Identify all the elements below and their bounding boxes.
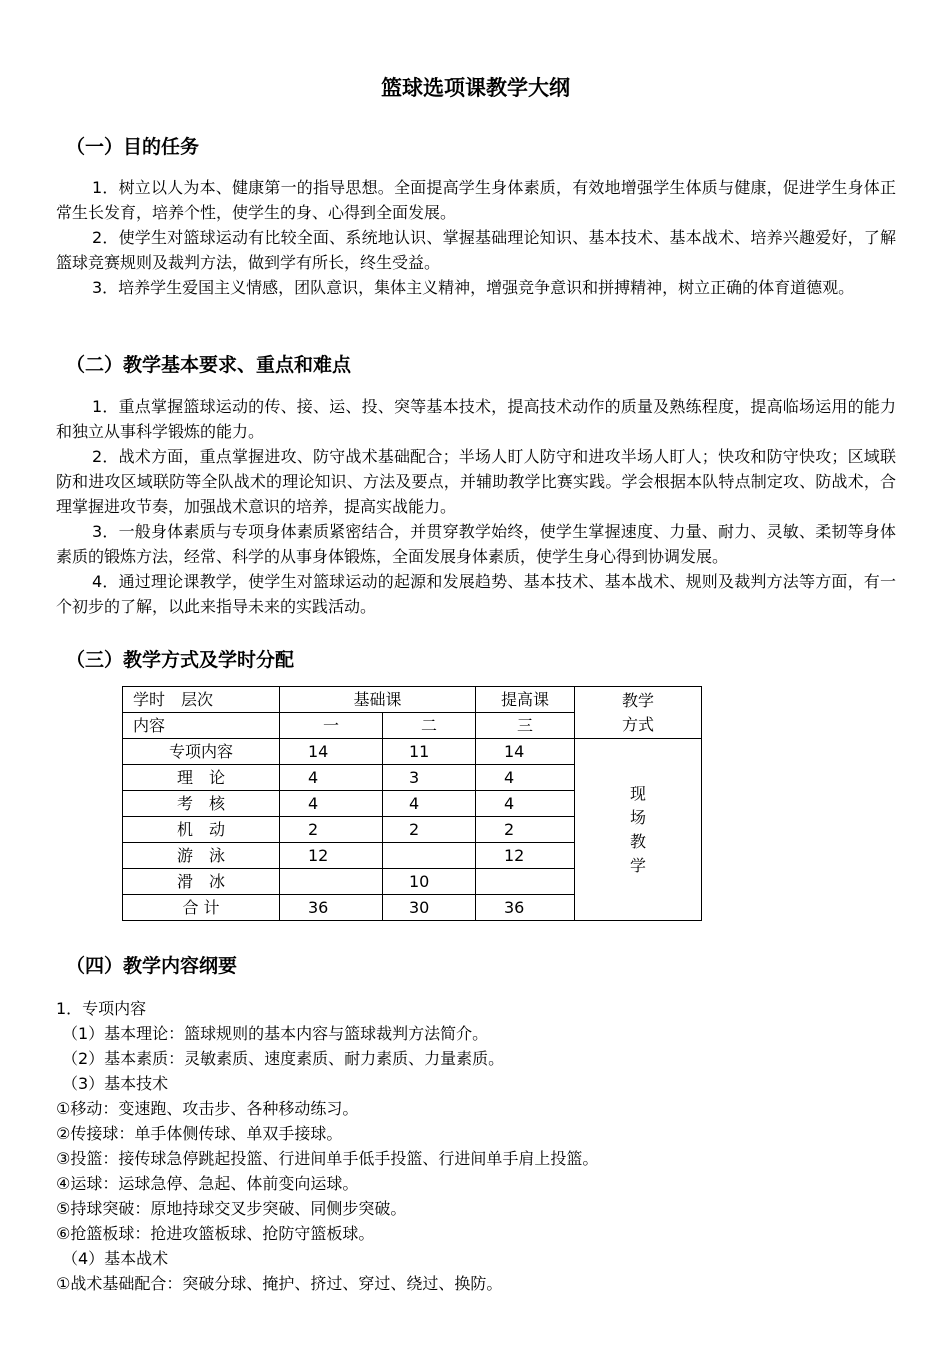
hours-allocation-table [122,686,702,921]
cell-level-1: 36 [280,895,383,921]
advanced-course-header: 提高课 [476,687,575,713]
level-2-header: 二 [383,713,476,739]
level-1-header: 一 [280,713,383,739]
paragraph: 1．重点掌握篮球运动的传、接、运、投、突等基本技术，提高技术动作的质量及熟练程度，提高临场运用的能力和独立从事科学锻炼的能力。 [56,397,896,441]
cell-level-2: 10 [383,869,476,895]
section-4-heading: （四）教学内容纲要 [66,955,238,977]
cell-level-1: 14 [280,739,383,765]
method-char: 场 [629,807,646,827]
row-name: 游 泳 [123,843,280,869]
outline-line: （3）基本技术 [62,1074,169,1093]
method-char: 学 [629,855,646,875]
outline-line: ⑤持球突破：原地持球交叉步突破、同侧步突破。 [56,1199,407,1218]
cell-level-2: 3 [383,765,476,791]
paragraph: 1．树立以人为本、健康第一的指导思想。全面提高学生身体素质，有效地增强学生体质与健康，促进学生身体正常生长发育，培养个性，使学生的身、心得到全面发展。 [56,178,896,222]
outline-line: ①移动：变速跑、攻击步、各种移动练习。 [56,1099,359,1118]
outline-line: ②传接球：单手体侧传球、单双手接球。 [56,1124,343,1143]
cell-level-3: 14 [476,739,575,765]
outline-line: ①战术基础配合：突破分球、掩护、挤过、穿过、绕过、换防。 [56,1274,503,1293]
section-1-body [56,175,896,300]
row-name: 合 计 [123,895,280,921]
outline-line: 1．专项内容 [56,999,147,1018]
cell-level-2: 2 [383,817,476,843]
paragraph: 2．使学生对篮球运动有比较全面、系统地认识、掌握基础理论知识、基本技术、基本战术、培养兴趣爱好，了解篮球竞赛规则及裁判方法，做到学有所长，终生受益。 [56,228,896,272]
table-row [123,739,702,765]
cell-level-1: 12 [280,843,383,869]
cell-level-1 [280,869,383,895]
section-4-outline [56,996,916,1296]
outline-line: （4）基本战术 [62,1249,169,1268]
section-2-body [56,394,896,619]
method-char: 教 [629,831,646,851]
cell-level-3 [476,869,575,895]
paragraph: 4．通过理论课教学，使学生对篮球运动的起源和发展趋势、基本技术、基本战术、规则及裁判方法等方面，有一个初步的了解，以此来指导未来的实践活动。 [56,572,896,616]
cell-level-3: 36 [476,895,575,921]
method-header [575,687,702,739]
outline-line: ③投篮：接传球急停跳起投篮、行进间单手低手投篮、行进间单手肩上投篮。 [56,1149,599,1168]
method-char: 现 [629,783,646,803]
method-header-bottom: 方式 [621,714,654,734]
cell-level-3: 12 [476,843,575,869]
paragraph: 3．培养学生爱国主义情感，团队意识，集体主义精神，增强竞争意识和拼搏精神，树立正确的体育道德观。 [92,278,855,297]
cell-level-3: 2 [476,817,575,843]
cell-level-1: 4 [280,765,383,791]
outline-line: （1）基本理论：篮球规则的基本内容与篮球裁判方法简介。 [62,1024,489,1043]
basic-course-header: 基础课 [280,687,476,713]
paragraph: 2．战术方面，重点掌握进攻、防守战术基础配合；半场人盯人防守和进攻半场人盯人；快攻和防守快攻；区域联防和进攻区域联防等全队战术的理论知识、方法及要点，并辅助教学比赛实践。学会根据本队特点制定攻、防战术，合理掌握进攻节奏，加强战术意识的培养，提高实战能力。 [56,447,896,516]
corner-header-top: 学时 层次 [123,687,280,713]
method-cell [575,739,702,921]
document-title: 篮球选项课教学大纲 [381,76,570,100]
outline-line: （2）基本素质：灵敏素质、速度素质、耐力素质、力量素质。 [62,1049,505,1068]
cell-level-2: 4 [383,791,476,817]
row-name: 滑 冰 [123,869,280,895]
row-name: 考 核 [123,791,280,817]
cell-level-2: 11 [383,739,476,765]
cell-level-2: 30 [383,895,476,921]
cell-level-3: 4 [476,765,575,791]
row-name: 机 动 [123,817,280,843]
method-header-top: 教学 [621,690,654,710]
section-1-heading: （一）目的任务 [66,136,200,158]
cell-level-1: 2 [280,817,383,843]
cell-level-1: 4 [280,791,383,817]
cell-level-3: 4 [476,791,575,817]
table-header-row [123,687,702,713]
outline-line: ⑥抢篮板球：抢进攻篮板球、抢防守篮板球。 [56,1224,375,1243]
row-name: 专项内容 [123,739,280,765]
row-name: 理 论 [123,765,280,791]
outline-line: ④运球：运球急停、急起、体前变向运球。 [56,1174,359,1193]
level-3-header: 三 [476,713,575,739]
paragraph: 3．一般身体素质与专项身体素质紧密结合，并贯穿教学始终，使学生掌握速度、力量、耐力、灵敏、柔韧等身体素质的锻炼方法，经常、科学的从事身体锻炼，全面发展身体素质，使学生身心得到协调发展。 [56,522,896,566]
section-2-heading: （二）教学基本要求、重点和难点 [66,354,352,376]
cell-level-2 [383,843,476,869]
section-3-heading: （三）教学方式及学时分配 [66,649,295,671]
corner-header-bottom: 内容 [123,713,280,739]
